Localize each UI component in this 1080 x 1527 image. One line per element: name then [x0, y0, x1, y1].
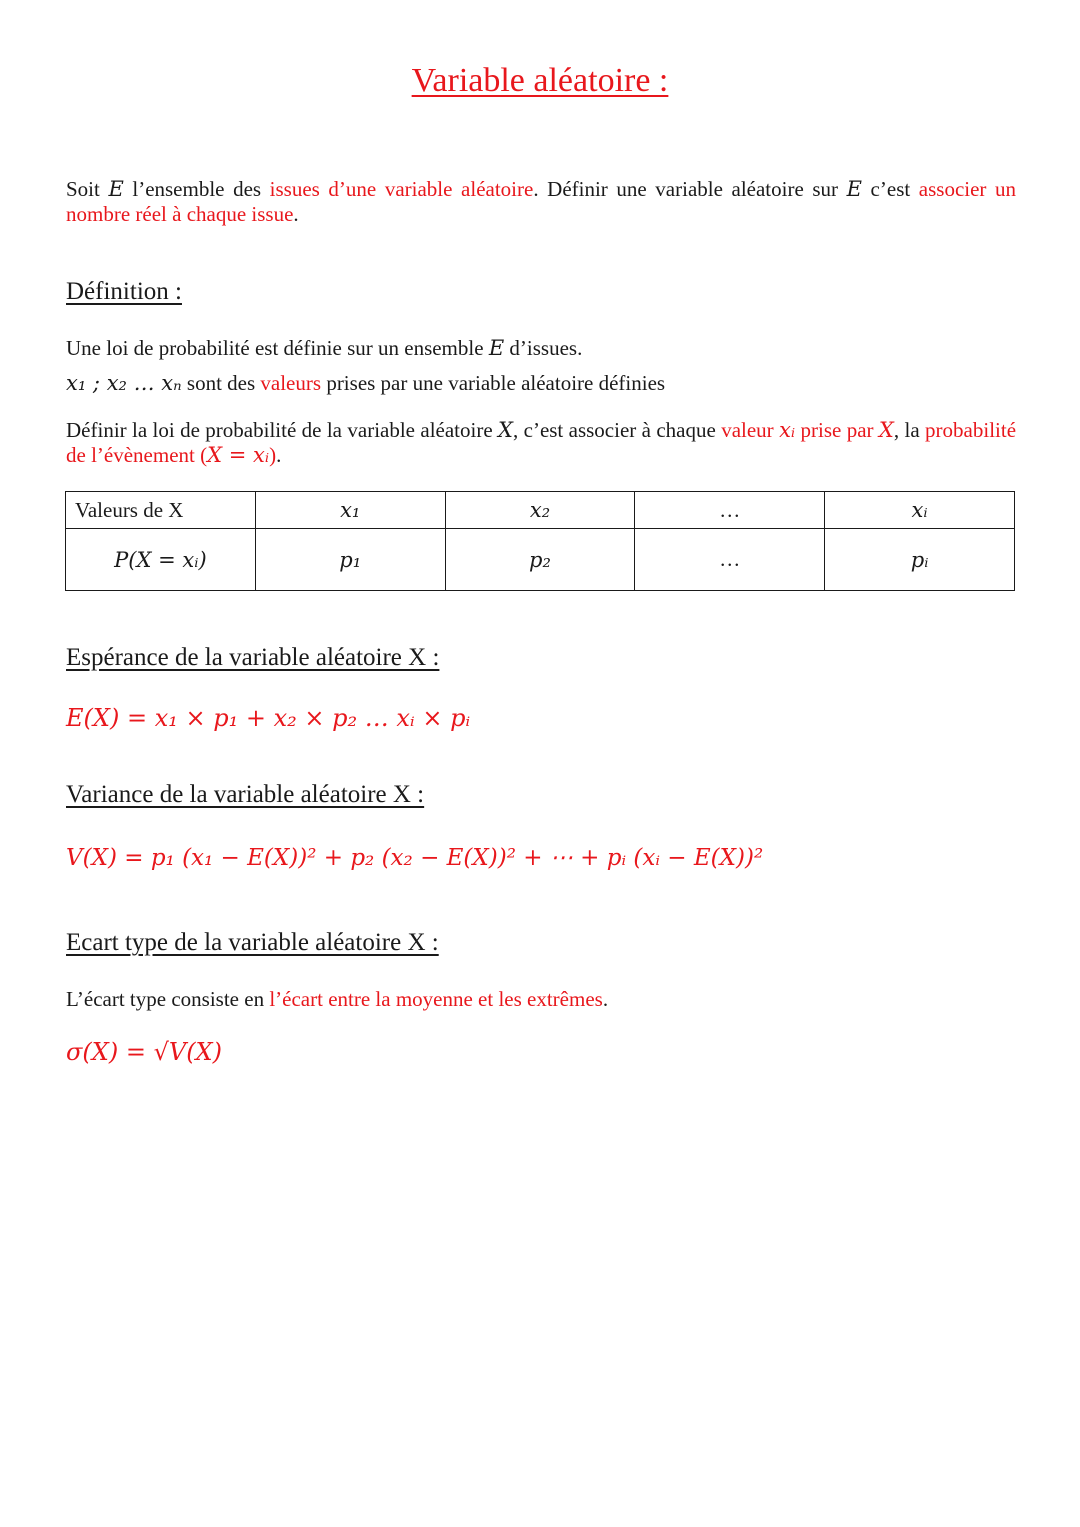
definition-text: . — [276, 443, 282, 467]
table-cell: … — [635, 492, 825, 529]
esperance-formula: E(X) = x₁ × p₁ + x₂ × p₂ … xᵢ × pᵢ — [66, 704, 471, 732]
intro-highlight: associer un nombre réel à chaque issue — [66, 177, 1016, 226]
ecart-highlight: l’écart entre la moyenne et les extrêmes — [269, 987, 603, 1011]
definition-text: , c’est associer à chaque — [513, 418, 722, 442]
variable-symbol: X — [878, 418, 894, 442]
values-header-label: Valeurs de X — [75, 497, 184, 522]
ecart-type-heading: Ecart type de la variable aléatoire X : — [66, 929, 439, 956]
variable-symbol: X — [498, 418, 513, 442]
ecart-text: . — [602, 987, 609, 1011]
definition-line-1 — [66, 336, 1016, 361]
intro-text: l’ensemble des — [123, 177, 270, 201]
definition-text: d’issues. — [504, 336, 583, 360]
definition-highlight: ) — [269, 443, 277, 467]
table-cell: xᵢ — [825, 492, 1015, 529]
event-expression: X = xᵢ — [207, 443, 270, 467]
definition-highlight: valeurs — [260, 371, 322, 395]
table-row — [66, 529, 1015, 591]
ecart-type-text — [66, 987, 1016, 1012]
definition-line-3 — [66, 418, 1016, 468]
table-cell: p₁ — [255, 529, 445, 591]
table-row-header — [66, 492, 256, 529]
table-cell: p₂ — [445, 529, 635, 591]
intro-paragraph — [66, 177, 1016, 227]
ecart-text: L’écart type consiste en — [66, 987, 270, 1011]
intro-text: c’est — [861, 177, 919, 201]
intro-highlight: issues d’une variable aléatoire — [269, 177, 534, 201]
definition-highlight: probabilité de l’évènement ( — [66, 418, 1017, 467]
value-symbol: xᵢ — [779, 418, 796, 442]
intro-text: . Définir une variable aléatoire sur — [533, 177, 847, 201]
probability-table — [65, 491, 1015, 591]
definition-heading: Définition : — [66, 278, 182, 305]
ecart-type-formula: σ(X) = √V(X) — [66, 1038, 222, 1066]
page-title: Variable aléatoire : — [411, 62, 669, 99]
table-cell: … — [635, 529, 825, 591]
values-list: x₁ ; x₂ … xₙ — [66, 371, 182, 395]
definition-line-2 — [66, 371, 1016, 396]
table-row-header: P(X = xᵢ) — [66, 529, 256, 591]
table-cell: pᵢ — [825, 529, 1015, 591]
table-cell: x₂ — [445, 492, 635, 529]
definition-text: prises par une variable aléatoire définies — [321, 371, 666, 395]
definition-text: Une loi de probabilité est définie sur un ensemble — [66, 336, 489, 360]
definition-highlight: valeur — [721, 418, 780, 442]
intro-text: . — [293, 202, 299, 226]
variance-heading: Variance de la variable aléatoire X : — [66, 781, 425, 808]
definition-highlight: prise par — [795, 418, 879, 442]
esperance-heading: Espérance de la variable aléatoire X : — [66, 644, 440, 671]
definition-set-symbol: E — [488, 336, 505, 360]
definition-text: sont des — [181, 371, 261, 395]
intro-set-symbol: E — [846, 177, 862, 201]
table-row — [66, 492, 1015, 529]
table-cell: x₁ — [255, 492, 445, 529]
definition-text: , la — [893, 418, 926, 442]
definition-text: Définir la loi de probabilité de la variable aléatoire — [66, 418, 499, 442]
variance-formula: V(X) = p₁ (x₁ − E(X))² + p₂ (x₂ − E(X))² + ⋯ + pᵢ (xᵢ − E(X))² — [66, 845, 764, 871]
intro-text: Soit — [66, 177, 109, 201]
intro-set-symbol: E — [108, 177, 124, 201]
